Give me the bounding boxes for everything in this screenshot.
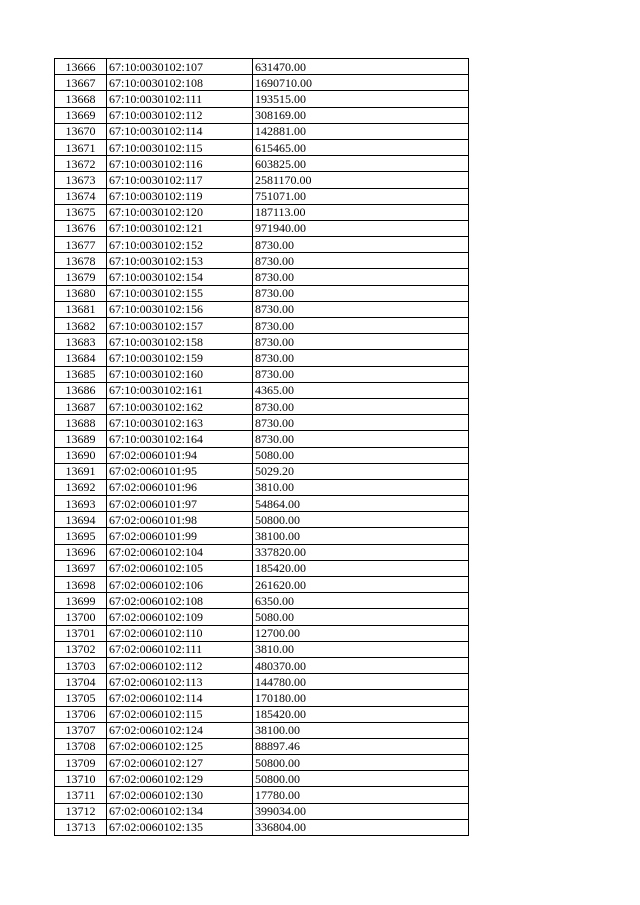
value-cell: 8730.00 <box>253 334 469 350</box>
row-number-cell: 13678 <box>55 253 107 269</box>
cadastral-number-cell: 67:10:0030102:111 <box>107 91 253 107</box>
cadastral-number-cell: 67:02:0060101:95 <box>107 463 253 479</box>
row-number-cell: 13666 <box>55 59 107 75</box>
row-number-cell: 13702 <box>55 641 107 657</box>
table-row <box>55 496 469 512</box>
table-row <box>55 560 469 576</box>
value-cell: 8730.00 <box>253 398 469 414</box>
table-row <box>55 544 469 560</box>
table-row <box>55 269 469 285</box>
cadastral-number-cell: 67:02:0060101:99 <box>107 528 253 544</box>
cadastral-number-cell: 67:10:0030102:163 <box>107 415 253 431</box>
cadastral-number-cell: 67:10:0030102:160 <box>107 366 253 382</box>
row-number-cell: 13695 <box>55 528 107 544</box>
value-cell: 3810.00 <box>253 479 469 495</box>
cadastral-number-cell: 67:10:0030102:116 <box>107 156 253 172</box>
value-cell: 54864.00 <box>253 496 469 512</box>
row-number-cell: 13711 <box>55 787 107 803</box>
row-number-cell: 13673 <box>55 172 107 188</box>
row-number-cell: 13708 <box>55 738 107 754</box>
value-cell: 8730.00 <box>253 318 469 334</box>
table-row <box>55 447 469 463</box>
row-number-cell: 13672 <box>55 156 107 172</box>
row-number-cell: 13689 <box>55 431 107 447</box>
cadastral-number-cell: 67:02:0060102:114 <box>107 690 253 706</box>
row-number-cell: 13688 <box>55 415 107 431</box>
value-cell: 971940.00 <box>253 220 469 236</box>
cadastral-number-cell: 67:10:0030102:161 <box>107 382 253 398</box>
cadastral-number-cell: 67:10:0030102:117 <box>107 172 253 188</box>
value-cell: 8730.00 <box>253 237 469 253</box>
value-cell: 12700.00 <box>253 625 469 641</box>
value-cell: 187113.00 <box>253 204 469 220</box>
row-number-cell: 13675 <box>55 204 107 220</box>
table-row <box>55 641 469 657</box>
value-cell: 88897.46 <box>253 738 469 754</box>
value-cell: 5080.00 <box>253 609 469 625</box>
row-number-cell: 13677 <box>55 237 107 253</box>
row-number-cell: 13691 <box>55 463 107 479</box>
row-number-cell: 13712 <box>55 803 107 819</box>
cadastral-number-cell: 67:02:0060102:112 <box>107 657 253 673</box>
table-row <box>55 593 469 609</box>
table-row <box>55 253 469 269</box>
row-number-cell: 13668 <box>55 91 107 107</box>
row-number-cell: 13690 <box>55 447 107 463</box>
row-number-cell: 13700 <box>55 609 107 625</box>
row-number-cell: 13701 <box>55 625 107 641</box>
table-row <box>55 172 469 188</box>
value-cell: 142881.00 <box>253 123 469 139</box>
value-cell: 337820.00 <box>253 544 469 560</box>
cadastral-number-cell: 67:02:0060102:113 <box>107 674 253 690</box>
value-cell: 8730.00 <box>253 253 469 269</box>
value-cell: 751071.00 <box>253 188 469 204</box>
table-row <box>55 91 469 107</box>
value-cell: 50800.00 <box>253 755 469 771</box>
cadastral-number-cell: 67:10:0030102:164 <box>107 431 253 447</box>
cadastral-number-cell: 67:10:0030102:114 <box>107 123 253 139</box>
value-cell: 38100.00 <box>253 722 469 738</box>
cadastral-number-cell: 67:02:0060101:96 <box>107 479 253 495</box>
value-cell: 8730.00 <box>253 269 469 285</box>
row-number-cell: 13706 <box>55 706 107 722</box>
table-row <box>55 690 469 706</box>
table-row <box>55 59 469 75</box>
row-number-cell: 13684 <box>55 350 107 366</box>
cadastral-number-cell: 67:02:0060102:125 <box>107 738 253 754</box>
value-cell: 308169.00 <box>253 107 469 123</box>
table-row <box>55 366 469 382</box>
table-row <box>55 156 469 172</box>
row-number-cell: 13687 <box>55 398 107 414</box>
table-row <box>55 123 469 139</box>
row-number-cell: 13698 <box>55 577 107 593</box>
cadastral-number-cell: 67:02:0060102:129 <box>107 771 253 787</box>
cadastral-number-cell: 67:02:0060102:105 <box>107 560 253 576</box>
value-cell: 8730.00 <box>253 285 469 301</box>
value-cell: 8730.00 <box>253 415 469 431</box>
table-row <box>55 139 469 155</box>
row-number-cell: 13683 <box>55 334 107 350</box>
table-row <box>55 188 469 204</box>
cadastral-number-cell: 67:10:0030102:107 <box>107 59 253 75</box>
value-cell: 2581170.00 <box>253 172 469 188</box>
cadastral-number-cell: 67:10:0030102:162 <box>107 398 253 414</box>
table-row <box>55 755 469 771</box>
cadastral-number-cell: 67:02:0060102:106 <box>107 577 253 593</box>
table-row <box>55 803 469 819</box>
cadastral-number-cell: 67:10:0030102:115 <box>107 139 253 155</box>
value-cell: 261620.00 <box>253 577 469 593</box>
table-row <box>55 382 469 398</box>
value-cell: 193515.00 <box>253 91 469 107</box>
row-number-cell: 13679 <box>55 269 107 285</box>
row-number-cell: 13686 <box>55 382 107 398</box>
row-number-cell: 13703 <box>55 657 107 673</box>
value-cell: 50800.00 <box>253 771 469 787</box>
table-row <box>55 237 469 253</box>
row-number-cell: 13705 <box>55 690 107 706</box>
cadastral-number-cell: 67:10:0030102:121 <box>107 220 253 236</box>
row-number-cell: 13676 <box>55 220 107 236</box>
cadastral-number-cell: 67:10:0030102:159 <box>107 350 253 366</box>
row-number-cell: 13671 <box>55 139 107 155</box>
table-row <box>55 528 469 544</box>
cadastral-number-cell: 67:10:0030102:158 <box>107 334 253 350</box>
table-row <box>55 285 469 301</box>
table-row <box>55 819 469 835</box>
cadastral-number-cell: 67:10:0030102:108 <box>107 75 253 91</box>
row-number-cell: 13670 <box>55 123 107 139</box>
table-row <box>55 625 469 641</box>
value-cell: 399034.00 <box>253 803 469 819</box>
table-row <box>55 706 469 722</box>
cadastral-number-cell: 67:02:0060102:108 <box>107 593 253 609</box>
row-number-cell: 13697 <box>55 560 107 576</box>
value-cell: 8730.00 <box>253 301 469 317</box>
table-row <box>55 657 469 673</box>
cadastral-number-cell: 67:02:0060102:109 <box>107 609 253 625</box>
cadastral-number-cell: 67:10:0030102:154 <box>107 269 253 285</box>
row-number-cell: 13713 <box>55 819 107 835</box>
value-cell: 615465.00 <box>253 139 469 155</box>
table-row <box>55 75 469 91</box>
row-number-cell: 13692 <box>55 479 107 495</box>
value-cell: 6350.00 <box>253 593 469 609</box>
cadastral-value-table <box>54 58 469 836</box>
cadastral-number-cell: 67:10:0030102:155 <box>107 285 253 301</box>
row-number-cell: 13685 <box>55 366 107 382</box>
table-body <box>55 59 469 836</box>
row-number-cell: 13669 <box>55 107 107 123</box>
table-row <box>55 512 469 528</box>
cadastral-number-cell: 67:02:0060102:111 <box>107 641 253 657</box>
table-row <box>55 479 469 495</box>
table-row <box>55 738 469 754</box>
value-cell: 8730.00 <box>253 366 469 382</box>
cadastral-number-cell: 67:02:0060102:130 <box>107 787 253 803</box>
cadastral-number-cell: 67:10:0030102:153 <box>107 253 253 269</box>
value-cell: 1690710.00 <box>253 75 469 91</box>
table-row <box>55 463 469 479</box>
table-row <box>55 431 469 447</box>
cadastral-number-cell: 67:02:0060102:124 <box>107 722 253 738</box>
row-number-cell: 13680 <box>55 285 107 301</box>
value-cell: 5029.20 <box>253 463 469 479</box>
cadastral-number-cell: 67:02:0060102:127 <box>107 755 253 771</box>
row-number-cell: 13694 <box>55 512 107 528</box>
table-row <box>55 398 469 414</box>
table-row <box>55 577 469 593</box>
value-cell: 4365.00 <box>253 382 469 398</box>
value-cell: 170180.00 <box>253 690 469 706</box>
row-number-cell: 13709 <box>55 755 107 771</box>
row-number-cell: 13667 <box>55 75 107 91</box>
value-cell: 3810.00 <box>253 641 469 657</box>
table-row <box>55 107 469 123</box>
value-cell: 185420.00 <box>253 706 469 722</box>
value-cell: 38100.00 <box>253 528 469 544</box>
row-number-cell: 13681 <box>55 301 107 317</box>
table-row <box>55 609 469 625</box>
table-row <box>55 204 469 220</box>
cadastral-number-cell: 67:02:0060102:115 <box>107 706 253 722</box>
value-cell: 480370.00 <box>253 657 469 673</box>
cadastral-number-cell: 67:02:0060101:98 <box>107 512 253 528</box>
table-row <box>55 415 469 431</box>
row-number-cell: 13682 <box>55 318 107 334</box>
value-cell: 50800.00 <box>253 512 469 528</box>
value-cell: 8730.00 <box>253 350 469 366</box>
row-number-cell: 13699 <box>55 593 107 609</box>
cadastral-number-cell: 67:10:0030102:112 <box>107 107 253 123</box>
table-row <box>55 771 469 787</box>
value-cell: 603825.00 <box>253 156 469 172</box>
table-row <box>55 301 469 317</box>
cadastral-number-cell: 67:02:0060102:110 <box>107 625 253 641</box>
table-row <box>55 350 469 366</box>
row-number-cell: 13696 <box>55 544 107 560</box>
cadastral-number-cell: 67:10:0030102:120 <box>107 204 253 220</box>
cadastral-number-cell: 67:10:0030102:152 <box>107 237 253 253</box>
value-cell: 631470.00 <box>253 59 469 75</box>
row-number-cell: 13693 <box>55 496 107 512</box>
value-cell: 5080.00 <box>253 447 469 463</box>
cadastral-number-cell: 67:10:0030102:157 <box>107 318 253 334</box>
value-cell: 185420.00 <box>253 560 469 576</box>
table-row <box>55 722 469 738</box>
cadastral-number-cell: 67:10:0030102:156 <box>107 301 253 317</box>
row-number-cell: 13710 <box>55 771 107 787</box>
cadastral-number-cell: 67:02:0060102:135 <box>107 819 253 835</box>
value-cell: 8730.00 <box>253 431 469 447</box>
table-row <box>55 787 469 803</box>
row-number-cell: 13704 <box>55 674 107 690</box>
value-cell: 144780.00 <box>253 674 469 690</box>
cadastral-number-cell: 67:02:0060101:97 <box>107 496 253 512</box>
table-row <box>55 318 469 334</box>
cadastral-number-cell: 67:02:0060102:134 <box>107 803 253 819</box>
table-row <box>55 220 469 236</box>
value-cell: 336804.00 <box>253 819 469 835</box>
row-number-cell: 13674 <box>55 188 107 204</box>
table-row <box>55 334 469 350</box>
cadastral-number-cell: 67:02:0060101:94 <box>107 447 253 463</box>
cadastral-number-cell: 67:02:0060102:104 <box>107 544 253 560</box>
row-number-cell: 13707 <box>55 722 107 738</box>
cadastral-number-cell: 67:10:0030102:119 <box>107 188 253 204</box>
value-cell: 17780.00 <box>253 787 469 803</box>
table-row <box>55 674 469 690</box>
